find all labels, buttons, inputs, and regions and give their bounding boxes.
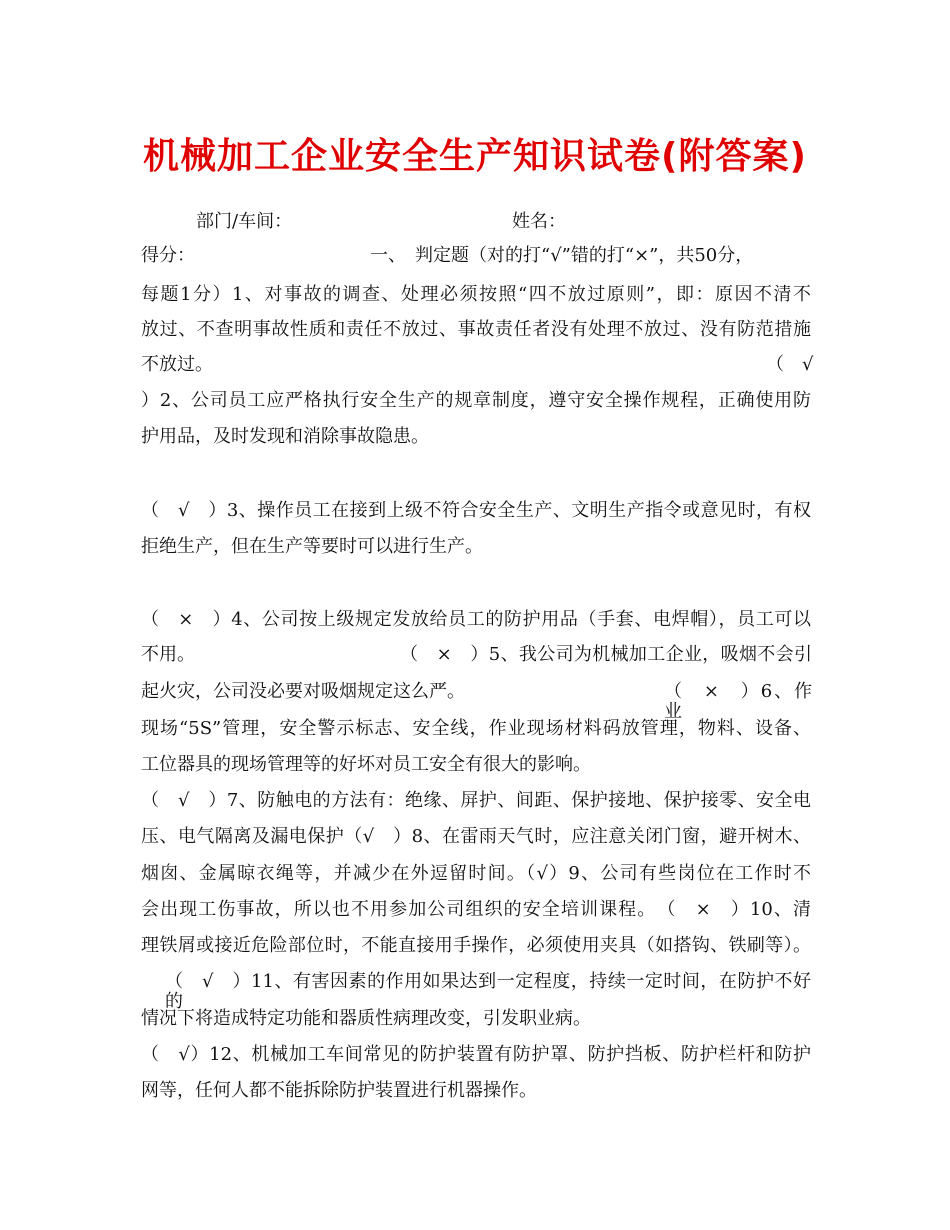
question-text-line: 不用。	[141, 644, 195, 665]
question-text-line: 起火灾，公司没必要对吸烟规定这么严。	[141, 681, 465, 702]
question-text-line: ）2、公司员工应严格执行安全生产的规章制度，遵守安全操作规程，正确使用防	[141, 390, 811, 411]
question-text-line: （ √ ）7、防触电的方法有：绝缘、屏护、间距、保护接地、保护接零、安全电	[141, 790, 811, 811]
answer-mark: （ √	[766, 354, 814, 375]
question-text-line: （ × ）6、作业	[664, 681, 812, 722]
name-label: 姓名：	[512, 211, 566, 232]
question-text-line: 每题1分）1、对事故的调查、处理必须按照“四不放过原则”，即：原因不清不	[141, 284, 811, 305]
question-text-line: 理铁屑或接近危险部位时，不能直接用手操作，必须使用夹具（如搭钩、铁刷等）。	[141, 935, 811, 956]
question-text-line: 工位器具的现场管理等的好坏对员工安全有很大的影响。	[141, 754, 591, 775]
question-text-line: 会出现工伤事故，所以也不用参加公司组织的安全培训课程。 （ × ）10、清	[141, 899, 811, 920]
question-text-line: 情况下将造成特定功能和器质性病理改变，引发职业病。	[141, 1008, 591, 1029]
page-title: 机械加工企业安全生产知识试卷(附答案)	[143, 136, 807, 177]
question-text-line: 现场“5S”管理，安全警示标志、安全线，作业现场材料码放管理，物料、设备、	[141, 718, 811, 739]
score-label: 得分：	[141, 245, 195, 266]
question-text-line: 烟囱、金属晾衣绳等，并减少在外逗留时间。（√）9、公司有些岗位在工作时不	[141, 863, 811, 884]
question-text-line: （ √ ）11、有害因素的作用如果达到一定程度，持续一定时间，在防护不好的	[165, 971, 811, 1012]
question-text-line: 拒绝生产，但在生产等要时可以进行生产。	[141, 536, 483, 557]
question-text-line: 网等，任何人都不能拆除防护装置进行机器操作。	[141, 1080, 537, 1101]
question-text-line: 压、电气隔离及漏电保护（√ ）8、在雷雨天气时，应注意关闭门窗，避开树木、	[141, 826, 811, 847]
question-text-line: （ √）12、机械加工车间常见的防护装置有防护罩、防护挡板、防护栏杆和防护	[141, 1044, 811, 1065]
question-text-line: （ × ）4、公司按上级规定发放给员工的防护用品（手套、电焊帽），员工可以	[141, 609, 811, 630]
question-text-line: 放过、不查明事故性质和责任不放过、事故责任者没有处理不放过、没有防范措施	[141, 319, 811, 340]
question-text-line: 护用品，及时发现和消除事故隐患。	[141, 426, 429, 447]
section-heading: 一、 判定题（对的打“√”错的打“×”，共50分，	[370, 245, 754, 266]
question-text-line: （ √ ）3、操作员工在接到上级不符合安全生产、文明生产指令或意见时，有权	[141, 500, 811, 521]
department-label: 部门/车间：	[196, 211, 293, 232]
question-text-line: （ × ）5、我公司为机械加工企业，吸烟不会引	[400, 644, 812, 665]
question-text-line: 不放过。	[141, 354, 213, 375]
